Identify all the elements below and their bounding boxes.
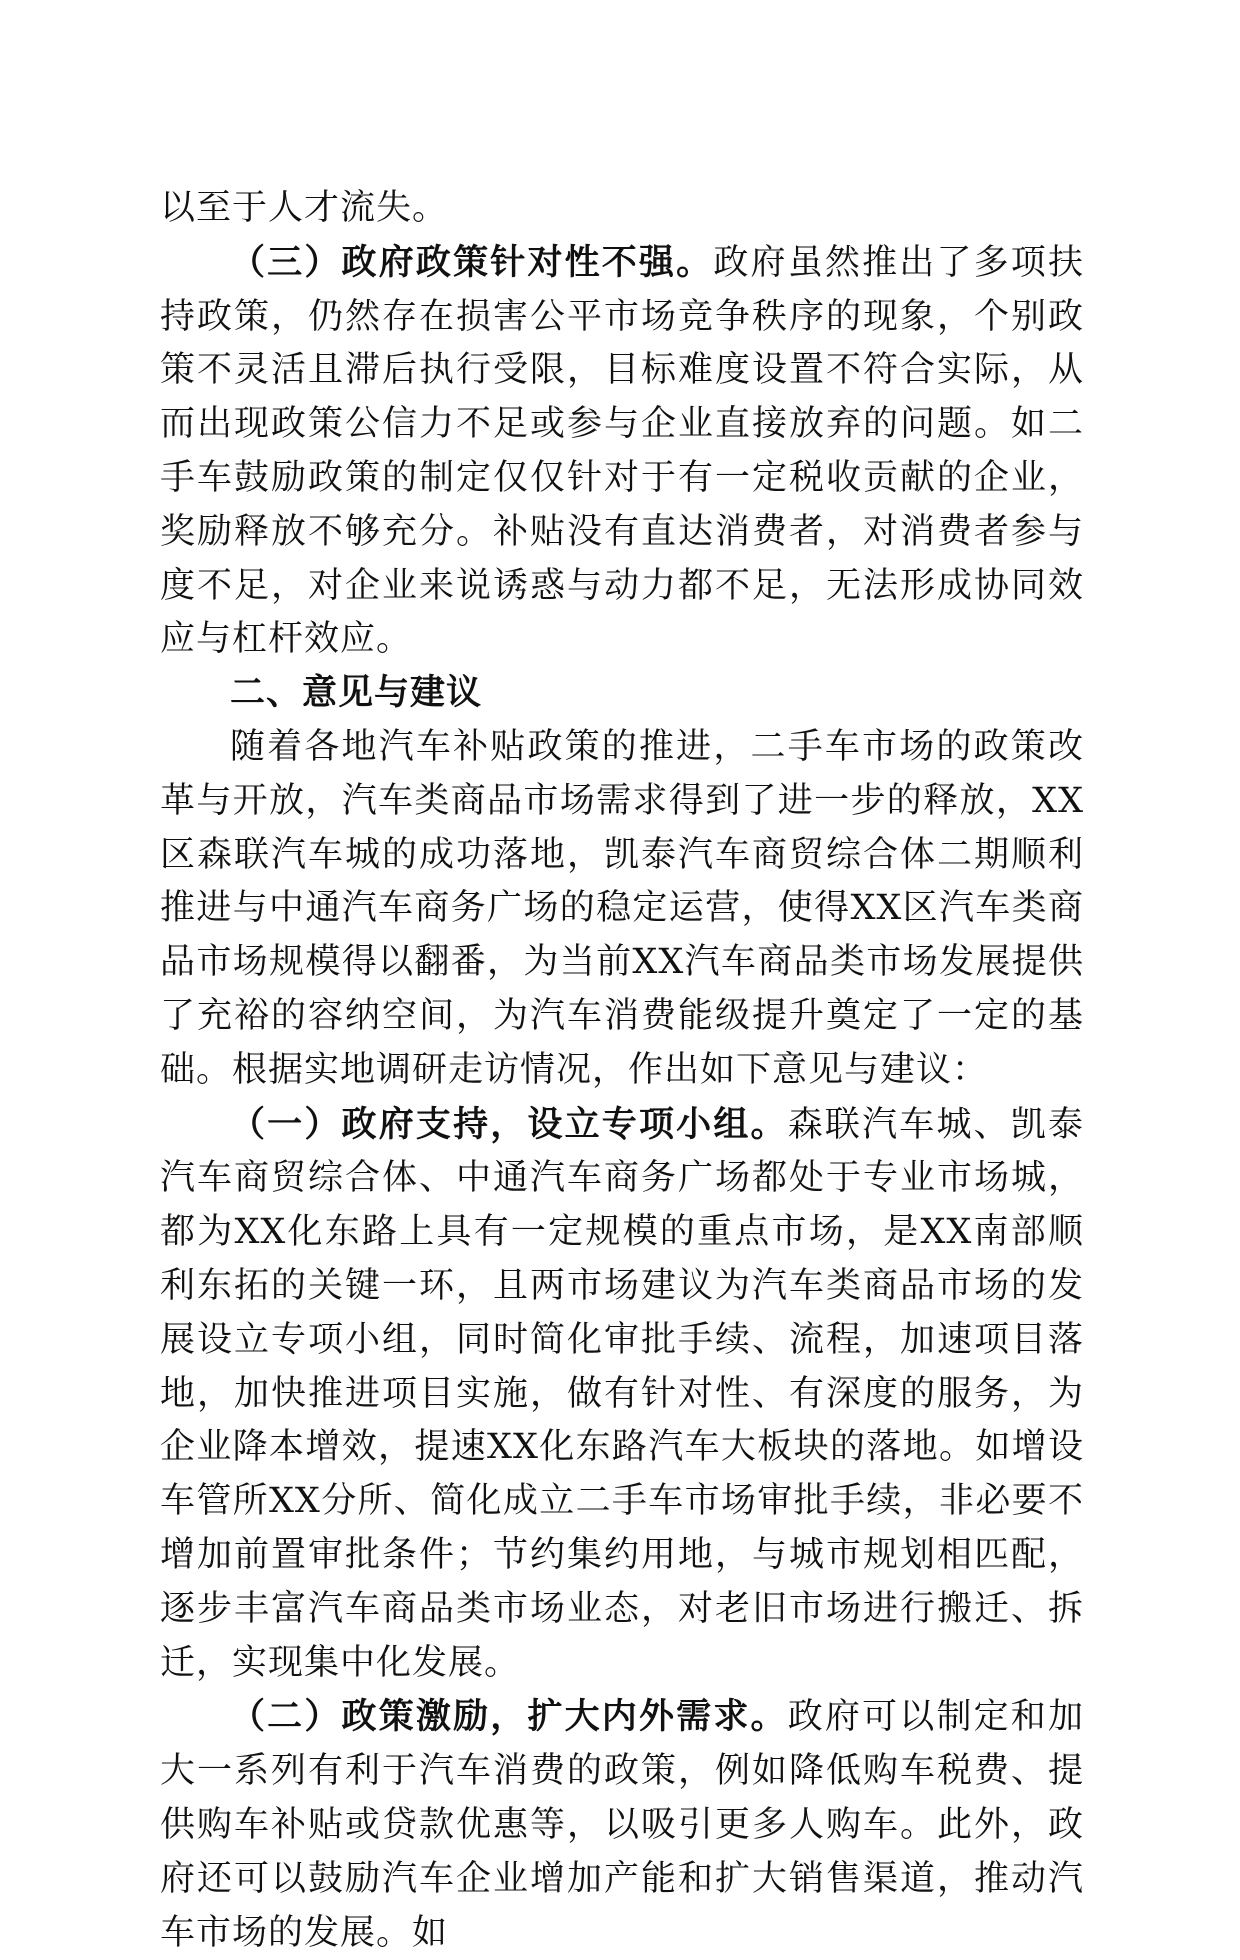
paragraph-intro xyxy=(160,721,1084,1098)
paragraph-policy-targeting xyxy=(160,236,1084,667)
paragraph-lead: （二）政策激励，扩大内外需求。 xyxy=(230,1696,788,1738)
paragraph-continuation xyxy=(160,182,1084,236)
section-heading: 二、意见与建议 xyxy=(230,673,483,714)
paragraph-policy-incentive xyxy=(160,1690,1084,1960)
paragraph-lead: （三）政府政策针对性不强。 xyxy=(230,241,714,283)
paragraph-text: 政府虽然推出了多项扶持政策，仍然存在损害公平市场竞争秩序的现象，个别政策不灵活且滞后执行受限，目标难度设置不符合实际，从而出现政策公信力不足或参与企业直接放弃的问题。如二手车鼓励政策的制定仅仅针对于有一定税收贡献的企业，奖励释放不够充分。补贴没有直达消费者，对消费者参与度不足，对企业来说诱惑与动力都不足，无法形成协同效应与杠杆效应。 xyxy=(160,242,1084,660)
paragraph-text: 森联汽车城、凯泰汽车商贸综合体、中通汽车商务广场都处于专业市场城，都为XX化东路上具有一定规模的重点市场，是XX南部顺利东拓的关键一环，且两市场建议为汽车类商品市场的发展设立专项小组，同时简化审批手续、流程，加速项目落地，加快推进项目实施，做有针对性、有深度的服务，为企业降本增效，提速XX化东路汽车大板块的落地。如增设车管所XX分所、简化成立二手车市场审批手续，非必要不增加前置审批条件；节约集约用地，与城市规划相匹配，逐步丰富汽车商品类市场业态，对老旧市场进行搬迁、拆迁，实现集中化发展。 xyxy=(160,1104,1084,1683)
document-body xyxy=(160,182,1084,1960)
paragraph-government-support xyxy=(160,1098,1084,1691)
paragraph-text: 随着各地汽车补贴政策的推进，二手车市场的政策改革与开放，汽车类商品市场需求得到了进一步的释放，XX区森联汽车城的成功落地，凯泰汽车商贸综合体二期顺利推进与中通汽车商务广场的稳定运营，使得XX区汽车类商品市场规模得以翻番，为当前XX汽车商品类市场发展提供了充裕的容纳空间，为汽车消费能级提升奠定了一定的基础。根据实地调研走访情况，作出如下意见与建议： xyxy=(160,726,1084,1090)
paragraph-text: 以至于人才流失。 xyxy=(160,188,449,228)
paragraph-text: 政府可以制定和加大一系列有利于汽车消费的政策，例如降低购车税费、提供购车补贴或贷款优惠等，以吸引更多人购车。此外，政府还可以鼓励汽车企业增加产能和扩大销售渠道，推动汽车市场的发展。如 xyxy=(160,1697,1084,1953)
paragraph-lead: （一）政府支持，设立专项小组。 xyxy=(230,1103,788,1145)
